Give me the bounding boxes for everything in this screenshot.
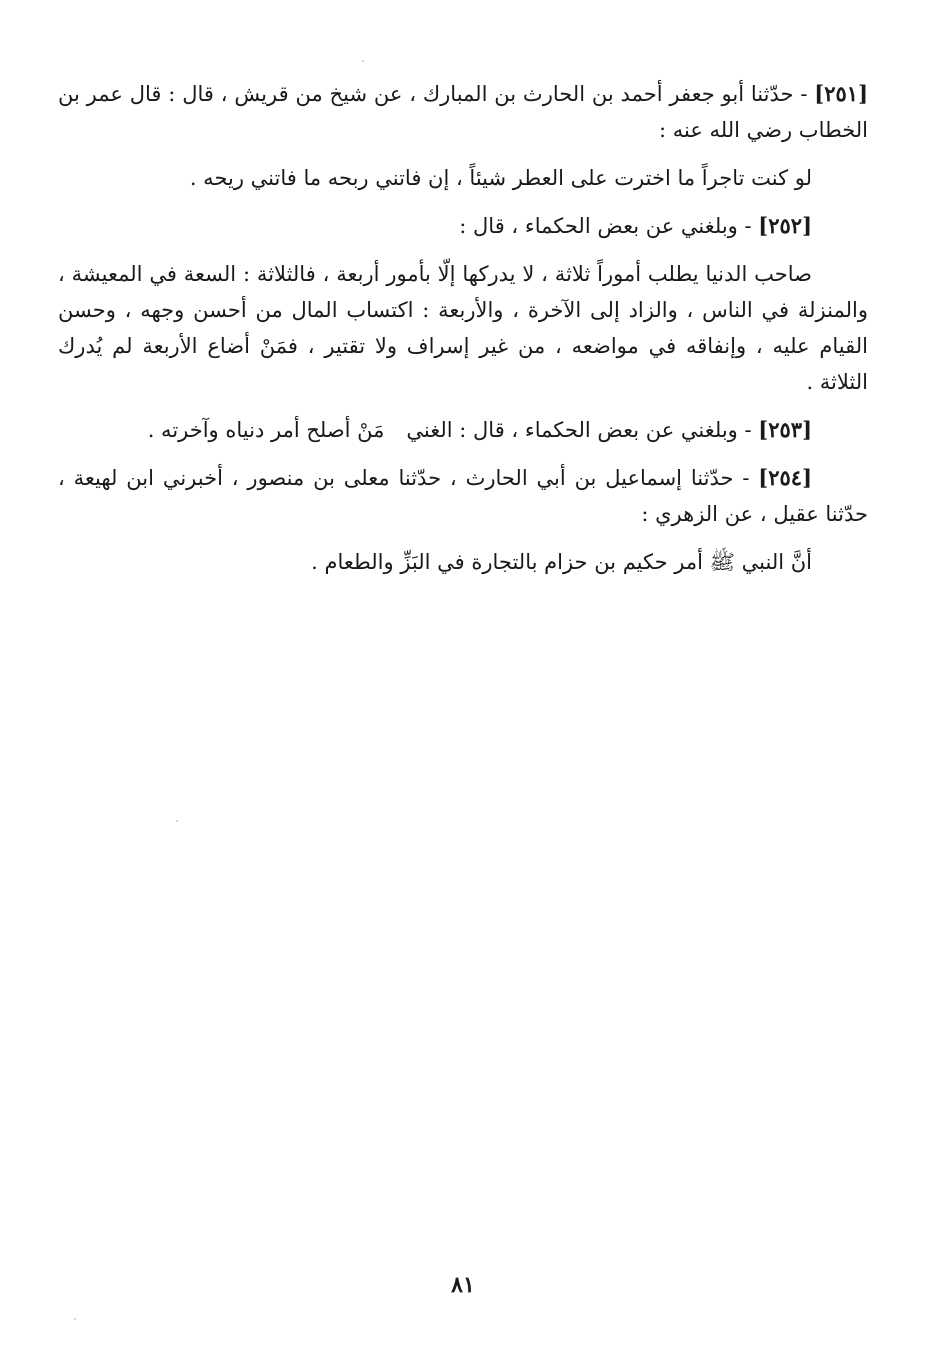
page-number: ٨١ bbox=[451, 1272, 475, 1298]
entry-quote bbox=[58, 544, 868, 580]
entry-intro: - حدّثنا أبو جعفر أحمد بن الحارث بن المبارك ، عن شيخ من قريش ، قال : قال عمر بن الخطاب رضي الله عنه : bbox=[58, 82, 868, 142]
entry-number: [٢٥٣] bbox=[758, 417, 812, 442]
entry-252 bbox=[58, 208, 868, 244]
scan-speck bbox=[176, 820, 178, 822]
page-body bbox=[58, 76, 868, 592]
entry-253 bbox=[58, 412, 868, 448]
entry-251 bbox=[58, 76, 868, 148]
entry-intro: - وبلغني عن بعض الحكماء ، قال : bbox=[459, 214, 759, 238]
entry-quote bbox=[58, 160, 868, 196]
entry-quote bbox=[58, 256, 868, 400]
entry-intro: - حدّثنا إسماعيل بن أبي الحارث ، حدّثنا معلى بن منصور ، أخبرني ابن لهيعة ، حدّثنا عقيل ، عن الزهري : bbox=[58, 466, 868, 526]
entry-intro: - وبلغني عن بعض الحكماء ، قال : الغني bbox=[406, 418, 759, 442]
entry-254 bbox=[58, 460, 868, 532]
quote-text: لو كنت تاجراً ما اخترت على العطر شيئاً ، إن فاتني ربحه ما فاتني ريحه . bbox=[189, 166, 812, 190]
entry-number: [٢٥٤] bbox=[758, 465, 812, 490]
entry-number: [٢٥١] bbox=[814, 81, 868, 106]
scan-speck bbox=[362, 60, 364, 62]
scan-speck bbox=[74, 1318, 76, 1320]
entry-intro-continued: مَنْ أصلح أمر دنياه وآخرته . bbox=[147, 418, 385, 442]
entry-number: [٢٥٢] bbox=[758, 213, 812, 238]
quote-text: صاحب الدنيا يطلب أموراً ثلاثة ، لا يدركها إلّا بأمور أربعة ، فالثلاثة : السعة في المعيشة ، والمنزلة في الناس ، والزاد إلى الآخرة ، والأربعة : اكتساب المال من أحسن وجهه ، وحسن القيام عليه ، وإنفاقه في مواضعه ، من غير إسراف ولا تقتير ، فمَنْ أضاع الأربعة لم يُدرك الثلاثة . bbox=[58, 262, 868, 394]
quote-text: أنَّ النبي ﷺ أمر حكيم بن حزام بالتجارة في البَزِّ والطعام . bbox=[311, 550, 812, 574]
